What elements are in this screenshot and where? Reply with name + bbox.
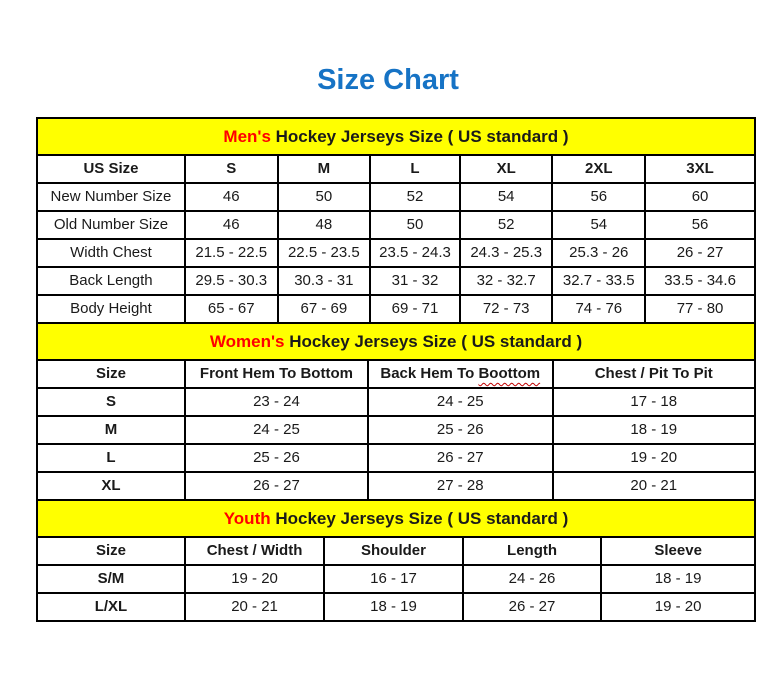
cell-value: 22.5 - 23.5	[278, 239, 371, 267]
column-header: M	[278, 155, 371, 183]
cell-value: 46	[185, 211, 278, 239]
cell-value: 26 - 27	[645, 239, 755, 267]
section-heading-text: Hockey Jerseys Size ( US standard )	[270, 127, 569, 146]
section-heading-text: Hockey Jerseys Size ( US standard )	[270, 509, 569, 528]
cell-value: 19 - 20	[601, 593, 755, 621]
column-header: XL	[460, 155, 553, 183]
cell-value: 32.7 - 33.5	[552, 267, 645, 295]
size-table-womens	[36, 359, 756, 501]
cell-value: 18 - 19	[324, 593, 463, 621]
row-label: XL	[37, 472, 185, 500]
section-heading-mens	[36, 117, 756, 156]
cell-value: 50	[278, 183, 371, 211]
cell-value: 23.5 - 24.3	[370, 239, 460, 267]
cell-value: 72 - 73	[460, 295, 553, 323]
cell-value: 20 - 21	[553, 472, 756, 500]
row-label: Width Chest	[37, 239, 185, 267]
cell-value: 31 - 32	[370, 267, 460, 295]
column-header: Length	[463, 537, 602, 565]
cell-value: 56	[552, 183, 645, 211]
cell-value: 23 - 24	[185, 388, 368, 416]
header-row	[37, 155, 755, 183]
cell-value: 27 - 28	[368, 472, 553, 500]
cell-value: 19 - 20	[553, 444, 756, 472]
table-row	[37, 388, 755, 416]
row-label: New Number Size	[37, 183, 185, 211]
cell-value: 26 - 27	[368, 444, 553, 472]
cell-value: 26 - 27	[185, 472, 368, 500]
row-label: L	[37, 444, 185, 472]
row-label: Body Height	[37, 295, 185, 323]
column-header: Sleeve	[601, 537, 755, 565]
section-heading-accent: Women's	[209, 332, 285, 351]
size-table-youth	[36, 536, 756, 622]
cell-value: 30.3 - 31	[278, 267, 371, 295]
row-label: S/M	[37, 565, 185, 593]
column-header: Size	[37, 360, 185, 388]
cell-value: 74 - 76	[552, 295, 645, 323]
cell-value: 29.5 - 30.3	[185, 267, 278, 295]
column-header: Size	[37, 537, 185, 565]
row-label: Old Number Size	[37, 211, 185, 239]
table-row	[37, 472, 755, 500]
cell-value: 46	[185, 183, 278, 211]
column-header: Front Hem To Bottom	[185, 360, 368, 388]
cell-value: 56	[645, 211, 755, 239]
table-row	[37, 593, 755, 621]
cell-value: 25 - 26	[368, 416, 553, 444]
row-label: L/XL	[37, 593, 185, 621]
size-table-mens	[36, 154, 756, 324]
table-row	[37, 444, 755, 472]
table-row	[37, 211, 755, 239]
cell-value: 69 - 71	[370, 295, 460, 323]
table-row	[37, 239, 755, 267]
section-heading-womens	[36, 322, 756, 361]
section-heading-accent: Youth	[223, 509, 271, 528]
cell-value: 19 - 20	[185, 565, 324, 593]
header-row	[37, 537, 755, 565]
cell-value: 50	[370, 211, 460, 239]
table-row	[37, 295, 755, 323]
table-row	[37, 267, 755, 295]
cell-value: 67 - 69	[278, 295, 371, 323]
cell-value: 18 - 19	[601, 565, 755, 593]
column-header: 3XL	[645, 155, 755, 183]
header-row	[37, 360, 755, 388]
row-label: Back Length	[37, 267, 185, 295]
cell-value: 25.3 - 26	[552, 239, 645, 267]
size-chart-table-stack	[36, 117, 756, 622]
cell-value: 77 - 80	[645, 295, 755, 323]
column-header: S	[185, 155, 278, 183]
cell-value: 21.5 - 22.5	[185, 239, 278, 267]
cell-value: 60	[645, 183, 755, 211]
column-header: L	[370, 155, 460, 183]
table-row	[37, 416, 755, 444]
column-header: US Size	[37, 155, 185, 183]
cell-value: 18 - 19	[553, 416, 756, 444]
row-label: S	[37, 388, 185, 416]
column-header: 2XL	[552, 155, 645, 183]
table-row	[37, 183, 755, 211]
cell-value: 52	[370, 183, 460, 211]
cell-value: 52	[460, 211, 553, 239]
table-row	[37, 565, 755, 593]
section-heading-youth	[36, 499, 756, 538]
cell-value: 65 - 67	[185, 295, 278, 323]
cell-value: 24 - 25	[185, 416, 368, 444]
column-header: Chest / Width	[185, 537, 324, 565]
cell-value: 54	[460, 183, 553, 211]
column-header: Chest / Pit To Pit	[553, 360, 756, 388]
misspelled-word: Boottom	[478, 365, 541, 382]
cell-value: 26 - 27	[463, 593, 602, 621]
cell-value: 17 - 18	[553, 388, 756, 416]
cell-value: 54	[552, 211, 645, 239]
cell-value: 16 - 17	[324, 565, 463, 593]
column-header-text: Back Hem To	[380, 365, 479, 382]
cell-value: 24 - 26	[463, 565, 602, 593]
page-title: Size Chart	[317, 64, 459, 96]
cell-value: 24.3 - 25.3	[460, 239, 553, 267]
cell-value: 25 - 26	[185, 444, 368, 472]
column-header: Shoulder	[324, 537, 463, 565]
cell-value: 20 - 21	[185, 593, 324, 621]
cell-value: 32 - 32.7	[460, 267, 553, 295]
row-label: M	[37, 416, 185, 444]
cell-value: 24 - 25	[368, 388, 553, 416]
section-heading-text: Hockey Jerseys Size ( US standard )	[284, 332, 583, 351]
column-header	[368, 360, 553, 388]
cell-value: 33.5 - 34.6	[645, 267, 755, 295]
cell-value: 48	[278, 211, 371, 239]
section-heading-accent: Men's	[223, 127, 271, 146]
